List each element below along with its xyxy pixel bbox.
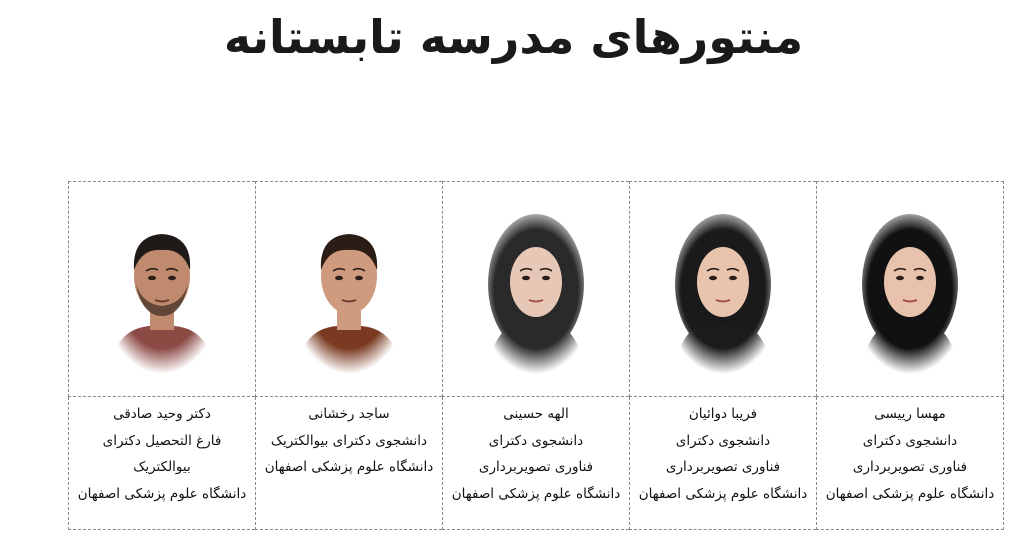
mentor-info-cell xyxy=(817,397,1004,530)
page-title: منتورهای مدرسه تابستانه xyxy=(223,10,804,64)
mentor-info-cell xyxy=(630,397,817,530)
info-row xyxy=(69,397,1004,530)
mentor-detail: فناوری تصویربرداری xyxy=(478,459,594,475)
mentor-photo-cell xyxy=(630,182,817,397)
mentor-detail: دانشجوی دکترای بیوالکتریک xyxy=(270,432,428,449)
mentor-detail: دانشجوی دکترای xyxy=(488,432,584,449)
portrait-image xyxy=(673,214,773,374)
mentor-name: ساجد رخشانی xyxy=(308,406,390,422)
mentor-portrait xyxy=(289,204,409,374)
mentor-photo-cell xyxy=(69,182,256,397)
portrait-image xyxy=(110,234,214,374)
mentor-detail: دانشگاه علوم پزشکی اصفهان xyxy=(638,485,808,502)
mentor-name: مهسا رییسی xyxy=(874,406,946,422)
mentors-table xyxy=(68,181,1004,530)
mentor-info-cell xyxy=(256,397,443,530)
photo-row xyxy=(69,182,1004,397)
portrait-image xyxy=(297,234,401,374)
mentor-detail: دانشگاه علوم پزشکی اصفهان xyxy=(77,485,247,502)
portrait-image xyxy=(860,214,960,374)
mentor-info-cell xyxy=(69,397,256,530)
mentor-photo-cell xyxy=(256,182,443,397)
mentor-portrait xyxy=(102,204,222,374)
mentor-photo-cell xyxy=(443,182,630,397)
mentor-portrait xyxy=(476,204,596,374)
mentor-name: دکتر وحید صادقی xyxy=(113,406,211,422)
mentor-detail: دانشجوی دکترای xyxy=(675,432,771,449)
portrait-image xyxy=(486,214,586,374)
mentor-detail: فناوری تصویربرداری xyxy=(665,459,781,475)
mentor-photo-cell xyxy=(817,182,1004,397)
mentor-detail: فناوری تصویربرداری xyxy=(852,459,968,475)
mentor-detail: دانشجوی دکترای xyxy=(862,432,958,449)
mentor-portrait xyxy=(850,204,970,374)
mentor-detail: بیوالکتریک xyxy=(133,459,191,475)
mentor-detail: دانشگاه علوم پزشکی اصفهان xyxy=(451,485,621,502)
mentor-name: الهه حسینی xyxy=(503,406,569,422)
mentor-name: فریبا دوائیان xyxy=(688,406,758,422)
mentor-detail: دانشگاه علوم پزشکی اصفهان xyxy=(825,485,995,502)
mentor-detail: فارغ التحصیل دکترای xyxy=(102,432,222,449)
mentor-detail: دانشگاه علوم پزشکی اصفهان xyxy=(264,459,434,475)
mentor-portrait xyxy=(663,204,783,374)
mentor-info-cell xyxy=(443,397,630,530)
